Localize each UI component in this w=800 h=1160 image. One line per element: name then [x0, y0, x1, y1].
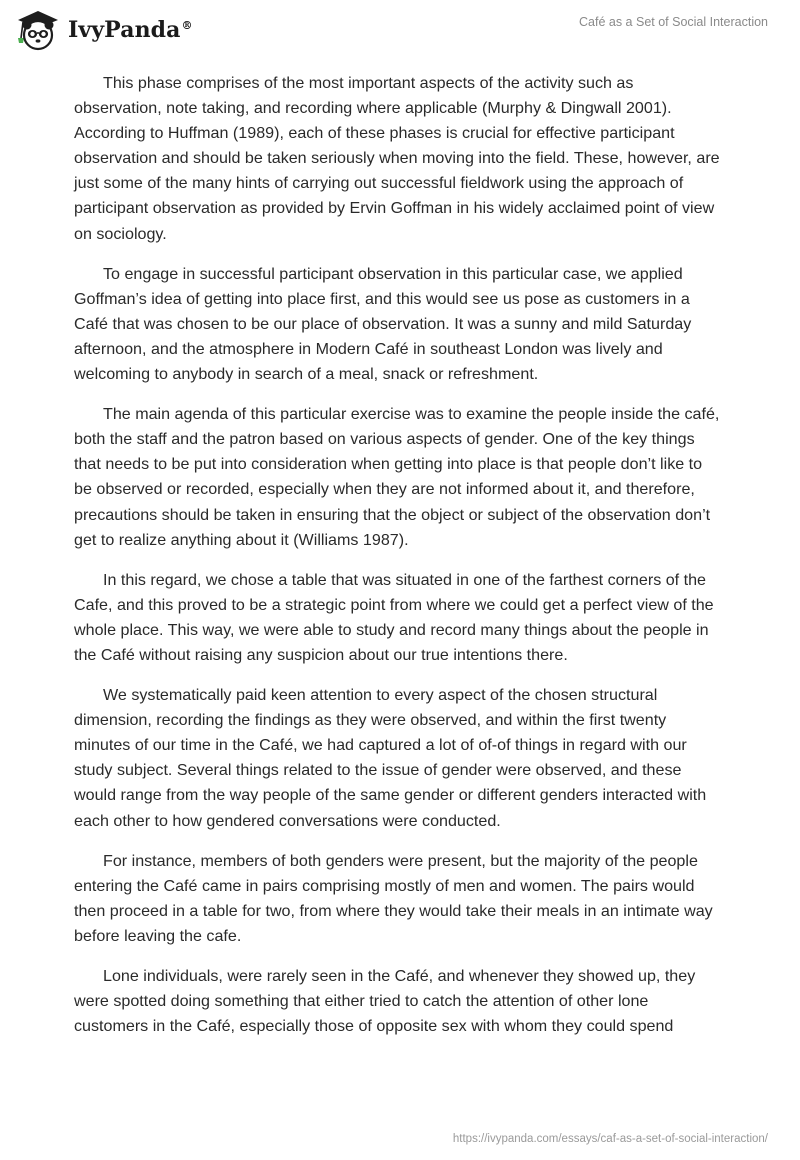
paragraph: We systematically paid keen attention to every aspect of the chosen structural dimension, recording the findings as they were observed, and within the first twenty minutes of our time in the Café, we had captured a lot of of-of things in regard with our study subject. Several things related to the issue of gender were observed, and these would range from the way people of the same gender or different genders interacted with each other to how gendered conversations were conducted.: [74, 686, 707, 830]
ivypanda-logo[interactable]: [14, 8, 193, 52]
paragraph: Lone individuals, were rarely seen in the Café, and whenever they showed up, they were spotted doing something that either tried to catch the attention of other lone customers in the Café, especially those of opposite sex with whom they could spend: [74, 967, 696, 1036]
document-title: Café as a Set of Social Interaction: [579, 15, 768, 29]
brand-name: [68, 17, 193, 43]
panda-logo-icon: [14, 8, 62, 52]
paragraph: In this regard, we chose a table that was situated in one of the farthest corners of the Cafe, and this proved to be a strategic point from where we could get a perfect view of the whole place. This way, we were able to study and record many things about the people in the Café without raising any suspicion about our true intentions there.: [74, 570, 714, 664]
page-header: [0, 0, 800, 60]
brand-text: IvyPanda: [68, 17, 181, 43]
paragraph: For instance, members of both genders were present, but the majority of the people entering the Café came in pairs comprising mostly of men and women. The pairs would then proceed in a table for two, from where they would take their meals in an intimate way before leaving the cafe.: [74, 851, 713, 945]
essay-body: [74, 71, 724, 1054]
registered-mark: ®: [181, 18, 193, 32]
paragraph: To engage in successful participant observation in this particular case, we applied Goffman’s idea of getting into place first, and this would see us pose as customers in a Café that was chosen to be our place of observation. It was a sunny and mild Saturday afternoon, and the atmosphere in Modern Café in southeast London was lively and welcoming to anybody in search of a meal, snack or refreshment.: [74, 264, 692, 384]
paragraph: The main agenda of this particular exercise was to examine the people inside the café, both the staff and the patron based on various aspects of gender. One of the key things that needs to be put into consideration when getting into place is that people don’t like to be observed or recorded, especially when they are not informed about it, and therefore, precautions should be taken in ensuring that the object or subject of the observation don’t get to realize anything about it (Williams 1987).: [74, 405, 720, 549]
paragraph: This phase comprises of the most important aspects of the activity such as observation, note taking, and recording where applicable (Murphy & Dingwall 2001). According to Huffman (1989), each of these phases is crucial for effective participant observation and should be taken seriously when moving into the field. These, however, are just some of the many hints of carrying out successful fieldwork using the approach of participant observation as provided by Ervin Goffman in his widely acclaimed point of view on sociology.: [74, 74, 720, 243]
footer-url[interactable]: https://ivypanda.com/essays/caf-as-a-set-of-social-interaction/: [452, 1133, 768, 1145]
